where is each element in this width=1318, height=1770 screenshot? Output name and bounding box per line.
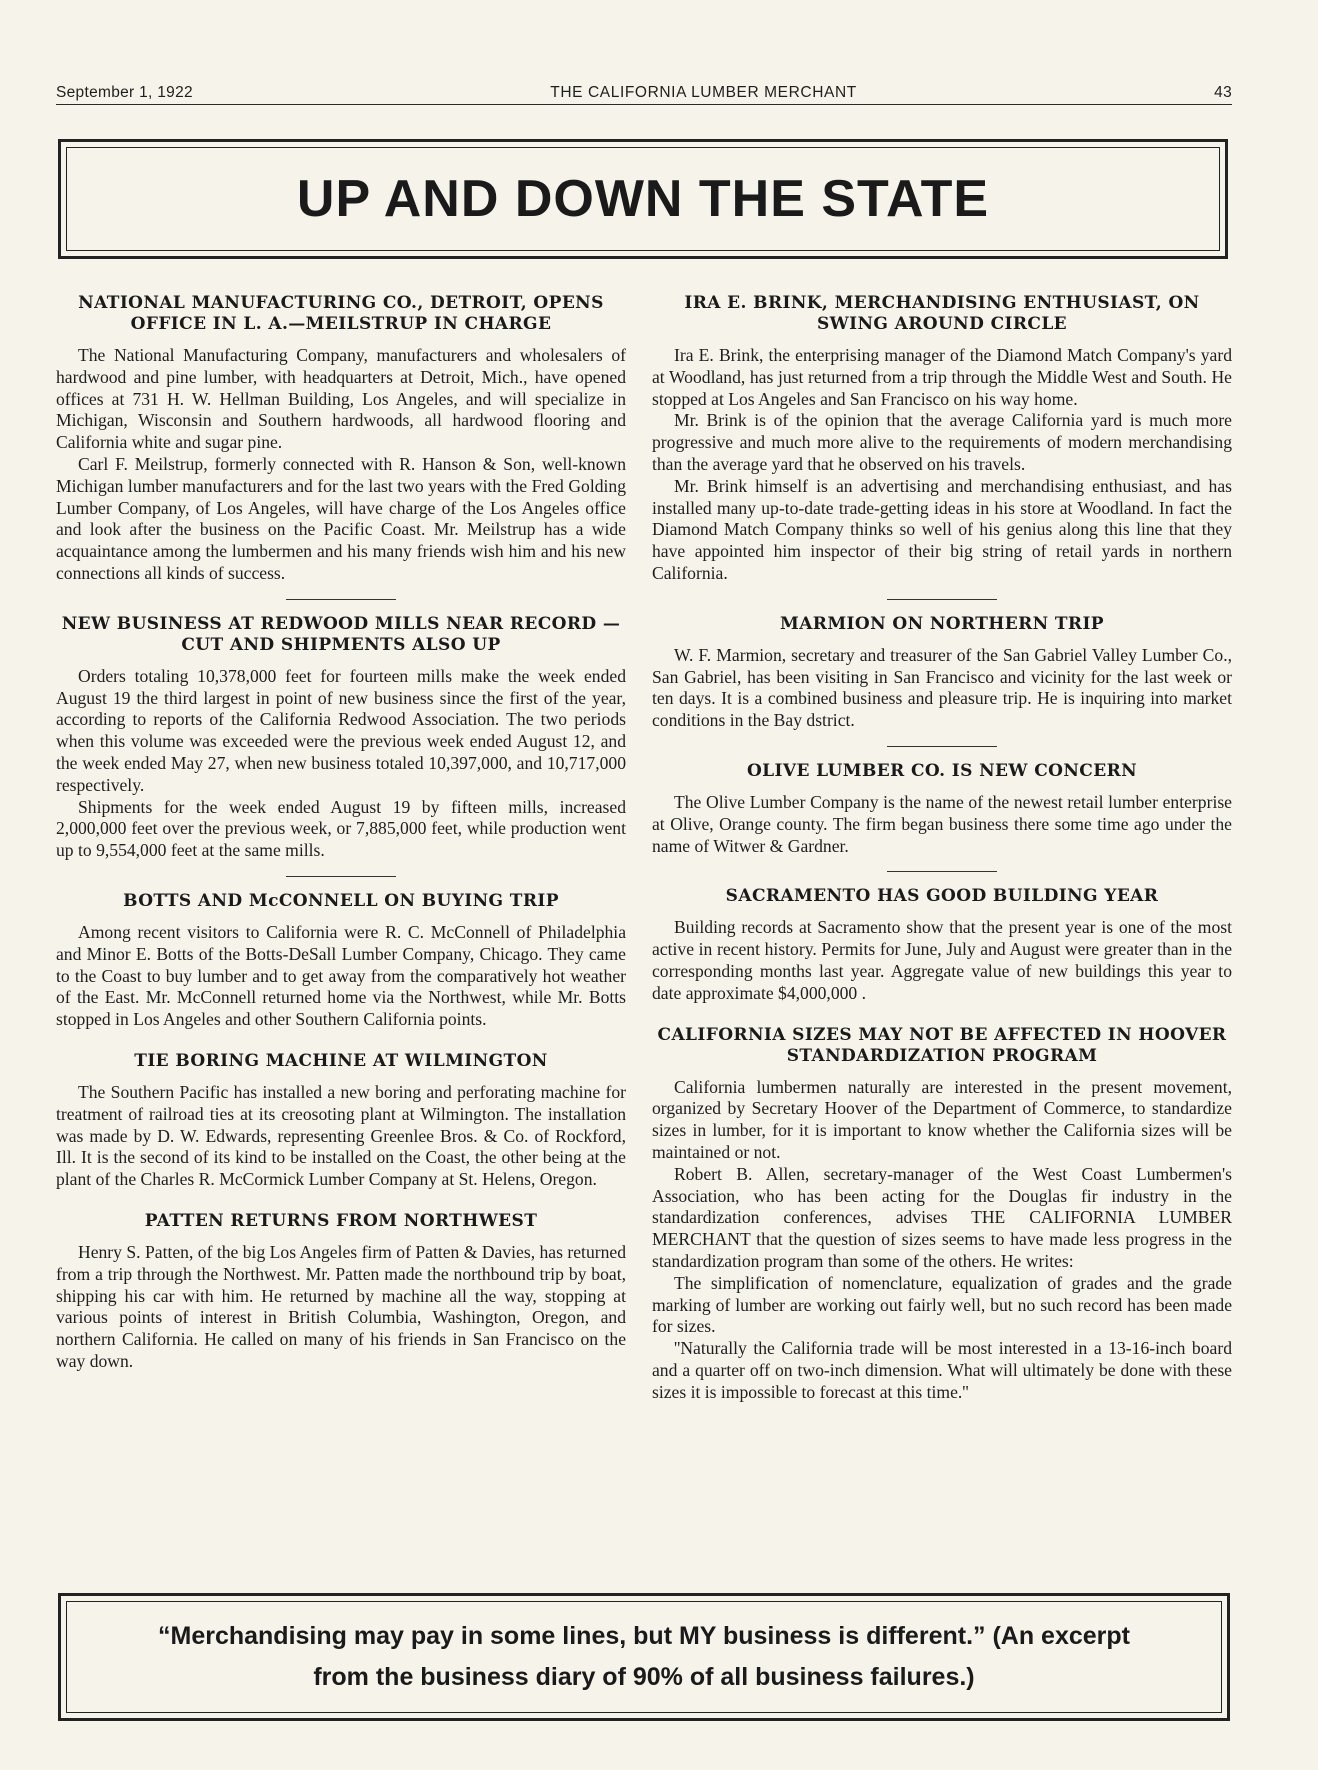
footer-quote: “Merchandising may pay in some lines, but MY business is different.” (An excerpt from the business diary of 90% of all business failures.) xyxy=(158,1622,1130,1691)
article-paragraph: W. F. Marmion, secretary and treasurer of the San Gabriel Valley Lumber Co., San Gabriel, has been visiting in San Francisco and vicinity for the last week or ten days. It is a combined business and pleasure trip. He is inquiring into market conditions in the Bay dstrict. xyxy=(652,644,1232,731)
divider xyxy=(887,871,997,872)
footer-quote-box xyxy=(58,1593,1230,1721)
article-paragraph: Mr. Brink himself is an advertising and merchandising enthusiast, and has installed many up-to-date trade-getting ideas in his store at Woodland. In fact the Diamond Match Company thinks so well of his genius along this line that they have appointed him inspector of their big string of retail yards in northern California. xyxy=(652,475,1232,583)
article-paragraph: Carl F. Meilstrup, formerly connected with R. Hanson & Son, well-known Michigan lumber manufacturers and for the last two years with the Fred Golding Lumber Company, of Los Angeles, will have charge of the Los Angeles office and look after the business on the Pacific Coast. Mr. Meilstrup has a wide acquaintance among the lumbermen and his many friends wish him and his new connections all kinds of success. xyxy=(56,453,626,583)
article-paragraph: The National Manufacturing Company, manufacturers and wholesalers of hardwood and pine lumber, with headquarters at Detroit, Mich., have opened offices at 731 H. W. Hellman Building, Los Angeles, and will specialize in Michigan, Wisconsin and Southern hardwoods, all hardwood flooring and California white and sugar pine. xyxy=(56,345,626,453)
article-headline: BOTTS AND McCONNELL ON BUYING TRIP xyxy=(123,890,559,911)
article-paragraph: Building records at Sacramento show that the present year is one of the most active in recent history. Permits for June, July and August were greater than in the corresponding months last year. Aggregate value of new buildings this year to date approximate $4,000,000 . xyxy=(652,917,1232,1003)
article-marmion xyxy=(652,614,1232,732)
article-headline: PATTEN RETURNS FROM NORTHWEST xyxy=(144,1210,538,1231)
divider xyxy=(887,746,997,747)
article-olive xyxy=(652,761,1232,857)
left-column xyxy=(56,293,626,1373)
article-paragraph: Orders totaling 10,378,000 feet for fourteen mills make the week ended August 19 the third largest in point of new business since the first of the year, according to reports of the California Redwood Association. The two periods when this volume was exceeded were the previous week ended August 12, and the week ended May 27, when new business totaled 10,397,000, and 10,717,000 respectively. xyxy=(56,665,626,795)
article-headline: MARMION ON NORTHERN TRIP xyxy=(780,613,1104,634)
publication-title: THE CALIFORNIA LUMBER MERCHANT xyxy=(550,84,857,101)
article-paragraph: The Olive Lumber Company is the name of the newest retail lumber enterprise at Olive, Orange county. The firm began business there some time ago under the name of Witwer & Gardner. xyxy=(652,791,1232,856)
issue-date: September 1, 1922 xyxy=(56,84,193,101)
article-headline: SACRAMENTO HAS GOOD BUILDING YEAR xyxy=(725,886,1159,907)
article-paragraph: Ira E. Brink, the enterprising manager of the Diamond Match Company's yard at Woodland, has just returned from a trip through the Middle West and South. He stopped at Los Angeles and San Francisco on his way home. xyxy=(652,345,1232,409)
article-brink xyxy=(652,293,1232,585)
article-paragraph: Henry S. Patten, of the big Los Angeles firm of Patten & Davies, has returned from a trip through the Northwest. Mr. Patten made the northbound trip by boat, shipping his car with him. He returned by machine all the way, stopping at various points of interest in British Columbia, Washington, Oregon, and northern California. He called on many of his friends in San Francisco on the way down. xyxy=(56,1241,626,1371)
article-headline: NATIONAL MANUFACTURING CO., DETROIT, OPENS OFFICE IN L. A.—MEILSTRUP IN CHARGE xyxy=(78,293,604,334)
article-national xyxy=(56,293,626,585)
article-paragraph: Shipments for the week ended August 19 by fifteen mills, increased 2,000,000 feet over the previous week, or 7,885,000 feet, while production went up to 9,554,000 feet at the same mills. xyxy=(56,796,626,861)
article-headline: NEW BUSINESS AT REDWOOD MILLS NEAR RECORD —CUT AND SHIPMENTS ALSO UP xyxy=(61,613,621,655)
article-botts xyxy=(56,891,626,1031)
article-patten xyxy=(56,1211,626,1373)
page-number: 43 xyxy=(1214,84,1232,101)
article-headline: CALIFORNIA SIZES MAY NOT BE AFFECTED IN HOOVER STANDARDIZATION PROGRAM xyxy=(657,1024,1227,1066)
article-headline: TIE BORING MACHINE AT WILMINGTON xyxy=(134,1050,548,1071)
article-sizes xyxy=(652,1025,1232,1404)
article-paragraph: The Southern Pacific has installed a new boring and perforating machine for treatment of railroad ties at its creosoting plant at Wilmington. The installation was made by D. W. Edwards, representing Greenlee Bros. & Co. of Rockford, Ill. It is the second of its kind to be installed on the Coast, the other being at the plant of the Charles R. McCormick Lumber Company at St. Helens, Oregon. xyxy=(56,1081,626,1190)
article-paragraph: Among recent visitors to California were R. C. McConnell of Philadelphia and Minor E. Botts of the Botts-DeSall Lumber Company, Chicago. They came to the Coast to buy lumber and to get away from the comparatively hot weather of the East. Mr. McConnell returned home via the Northwest, while Mr. Botts stopped in Los Angeles and other Southern California points. xyxy=(56,921,626,1030)
divider xyxy=(286,599,396,600)
divider xyxy=(286,876,396,877)
article-paragraph: California lumbermen naturally are interested in the present movement, organized by Secretary Hoover of the Department of Commerce, to standardize sizes in lumber, for it is important to know whether the California sizes will be maintained or not. xyxy=(652,1076,1232,1162)
running-head xyxy=(56,84,1232,105)
article-paragraph: Robert B. Allen, secretary-manager of the West Coast Lumbermen's Association, who has been acting for the Douglas fir industry in the standardization conferences, advises THE CALIFORNIA LUMBER MERCHANT that the question of sizes seems to have made less progress in the standardization program than some of the others. He writes: xyxy=(652,1163,1232,1271)
article-paragraph: Mr. Brink is of the opinion that the average California yard is much more progressive and much more alive to the requirements of modern merchandising than the average yard that he observed on his travels. xyxy=(652,410,1232,474)
article-paragraph: The simplification of nomenclature, equalization of grades and the grade marking of lumber are working out fairly well, but no such record has been made for sizes. xyxy=(652,1272,1232,1337)
divider xyxy=(887,599,997,600)
article-sacramento xyxy=(652,886,1232,1004)
section-banner xyxy=(58,139,1228,259)
article-redwood xyxy=(56,614,626,862)
article-headline: IRA E. BRINK, MERCHANDISING ENTHUSIAST, ON SWING AROUND CIRCLE xyxy=(684,293,1200,334)
article-paragraph: ''Naturally the California trade will be most interested in a 13-16-inch board and a quarter off on two-inch dimension. What will ultimately be done with these sizes it is impossible to forecast at this time.'' xyxy=(652,1338,1232,1402)
right-column xyxy=(652,293,1232,1403)
article-tie-boring xyxy=(56,1051,626,1191)
section-title: UP AND DOWN THE STATE xyxy=(296,170,990,228)
article-headline: OLIVE LUMBER CO. IS NEW CONCERN xyxy=(746,760,1138,781)
